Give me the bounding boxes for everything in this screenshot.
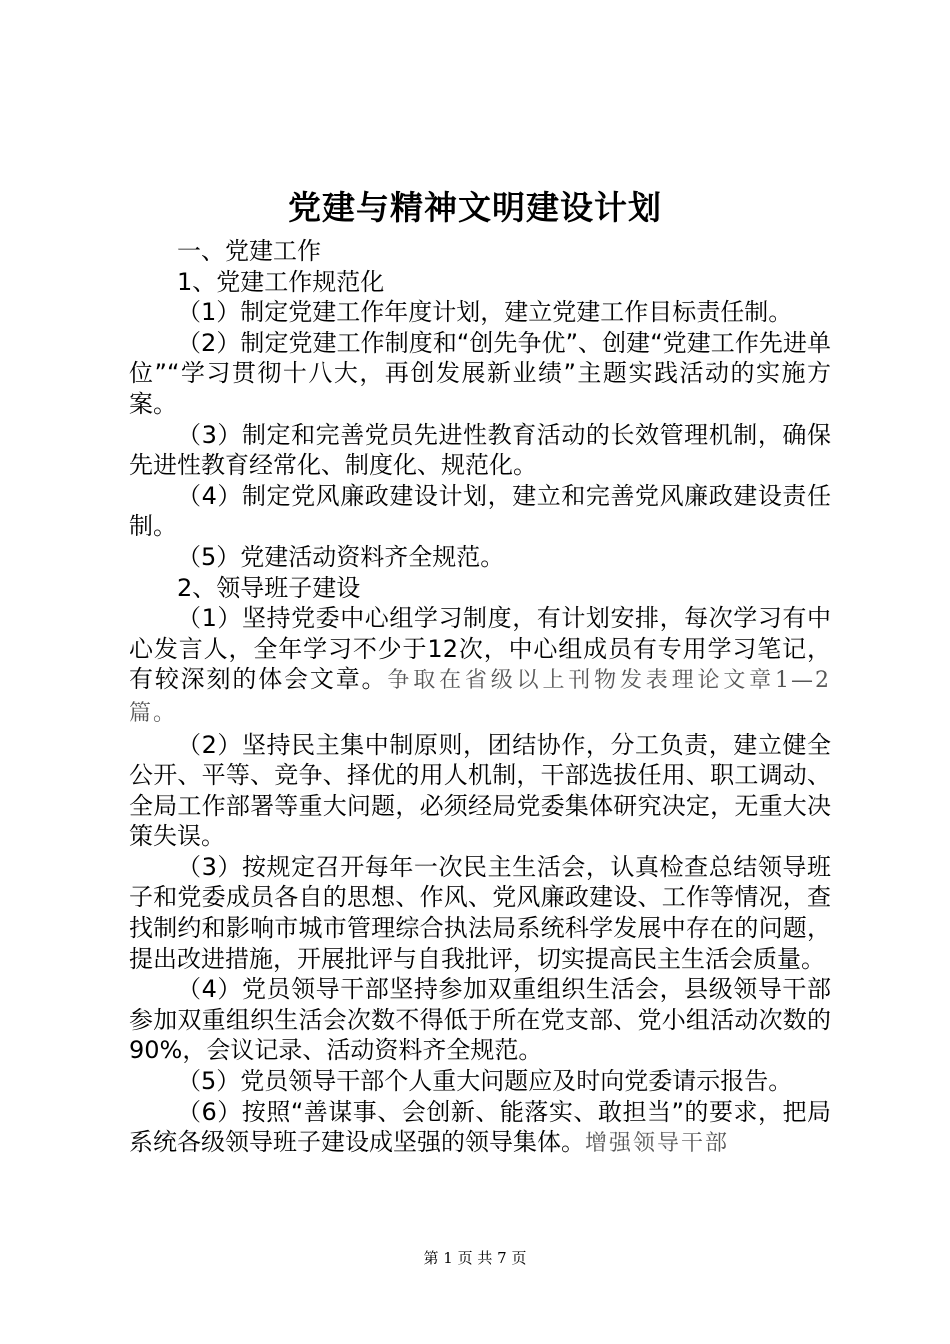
- paragraph-light-text: 争取在省级以上刊物发表理论文章1—2篇。: [129, 668, 832, 726]
- paragraph: [129, 603, 831, 729]
- document-title: 党建与精神文明建设计划: [288, 188, 662, 227]
- subsection-heading-leadership: 2、领导班子建设: [177, 573, 361, 602]
- paragraph: [129, 1097, 831, 1160]
- section-heading-party-building: 一、党建工作: [177, 237, 321, 265]
- paragraph: （3）制定和完善党员先进性教育活动的长效管理机制，确保先进性教育经常化、制度化、规范化。: [129, 420, 831, 480]
- paragraph-text: （6）按照“善谋事、会创新、能落实、敢担当”的要求，把局系统各级领导班子建设成坚强的领导集体。: [129, 1097, 831, 1157]
- paragraph: （4）制定党风廉政建设计划，建立和完善党风廉政建设责任制。: [129, 481, 831, 541]
- paragraph: （1）制定党建工作年度计划，建立党建工作目标责任制。: [177, 298, 793, 327]
- paragraph: （5）党员领导干部个人重大问题应及时向党委请示报告。: [177, 1067, 793, 1096]
- paragraph: （3）按规定召开每年一次民主生活会，认真检查总结领导班子和党委成员各自的思想、作风、党风廉政建设、工作等情况，查找制约和影响市城市管理综合执法局系统科学发展中存在的问题，提出改进措施，开展批评与自我批评，切实提高民主生活会质量。: [129, 852, 831, 973]
- page-footer: 第 1 页 共 7 页: [423, 1249, 527, 1267]
- paragraph: （2）坚持民主集中制原则，团结协作，分工负责，建立健全公开、平等、竞争、择优的用人机制，干部选拔任用、职工调动、全局工作部署等重大问题，必须经局党委集体研究决定，无重大决策失误。: [129, 730, 831, 851]
- paragraph-text: （1）坚持党委中心组学习制度，有计划安排，每次学习有中心发言人，全年学习不少于12次，中心组成员有专用学习笔记，有较深刻的体会文章。: [129, 604, 831, 694]
- paragraph: （2）制定党建工作制度和“创先争优”、创建“党建工作先进单位”“学习贯彻十八大，再创发展新业绩”主题实践活动的实施方案。: [129, 328, 831, 418]
- subsection-heading-standardization: 1、党建工作规范化: [177, 267, 385, 296]
- paragraph: （5）党建活动资料齐全规范。: [177, 542, 505, 571]
- paragraph-light-text: 增强领导干部: [585, 1131, 730, 1157]
- paragraph: （4）党员领导干部坚持参加双重组织生活会，县级领导干部参加双重组织生活会次数不得低于所在党支部、党小组活动次数的90%，会议记录、活动资料齐全规范。: [129, 975, 831, 1065]
- document-body: [129, 236, 831, 1160]
